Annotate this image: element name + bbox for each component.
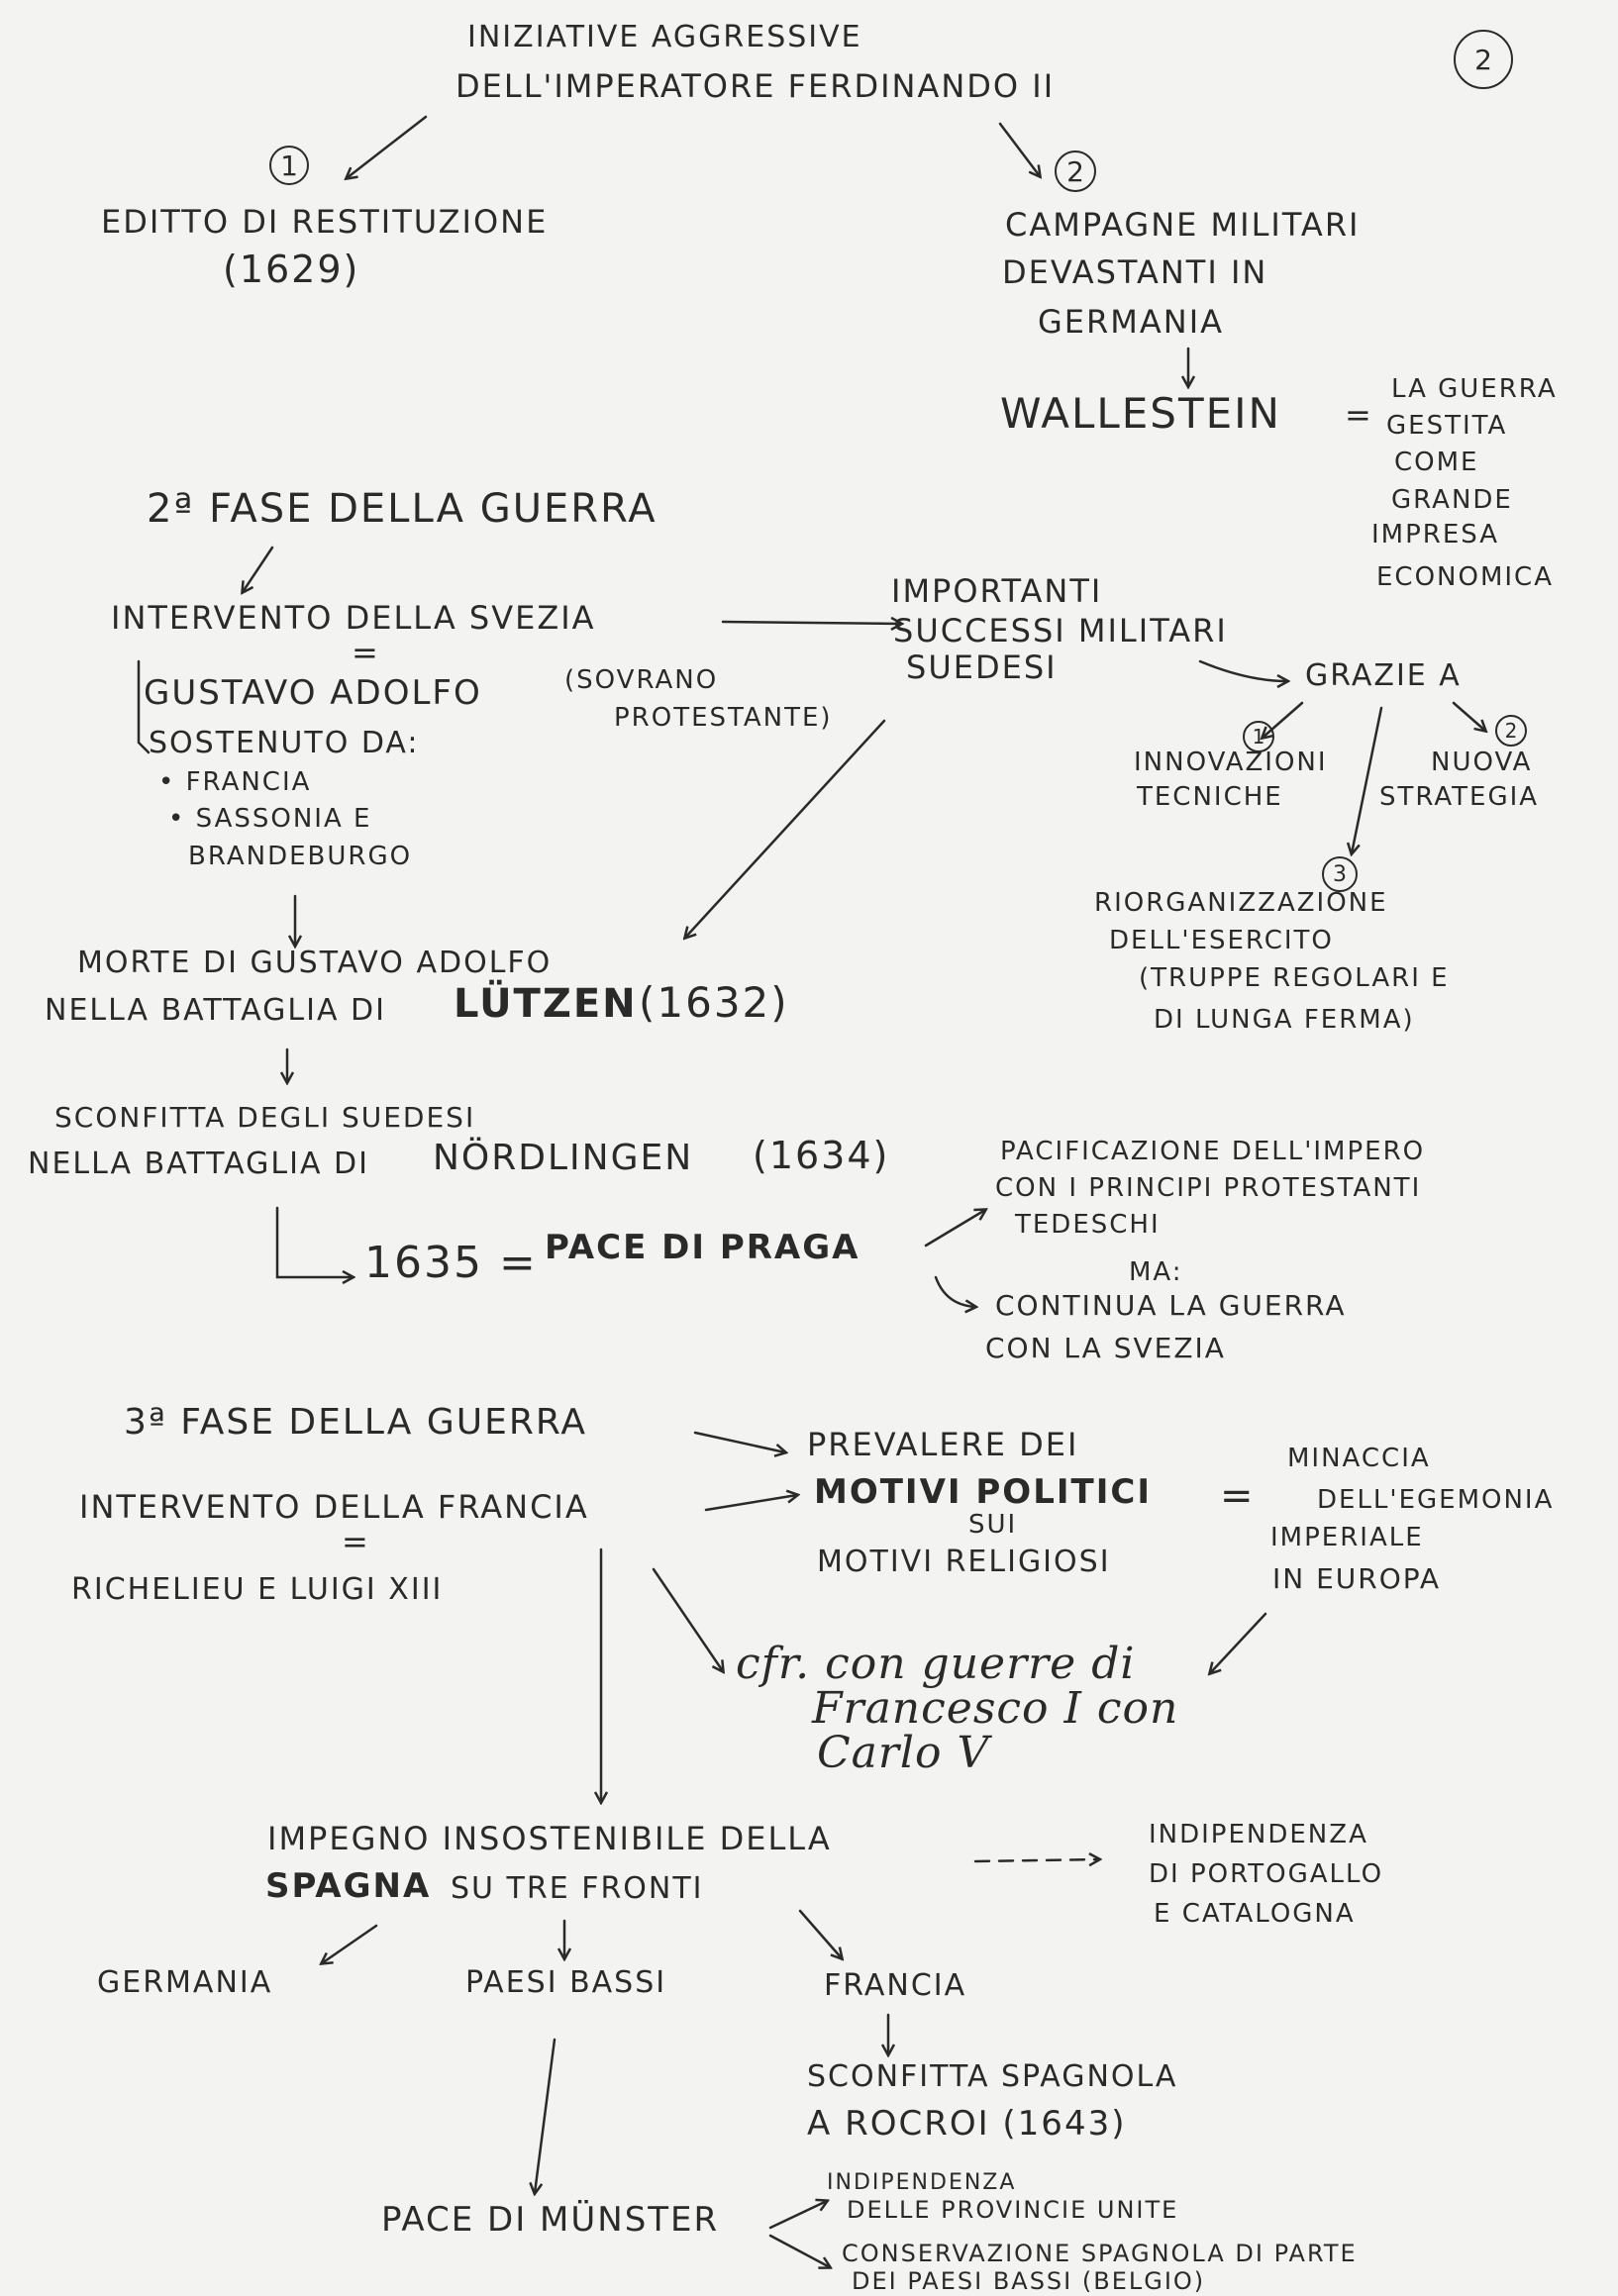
pace-praga: PACE DI PRAGA	[545, 1228, 860, 1267]
arrow-grazie-to-strat	[1454, 703, 1485, 731]
minaccia-line-2: DELL'EGEMONIA	[1317, 1485, 1555, 1515]
wallestein-desc-4: GRANDE	[1391, 485, 1513, 515]
phase2-title: 2ª FASE DELLA GUERRA	[147, 486, 657, 532]
arrow-header-to-editto	[347, 117, 426, 178]
campagne-line-1: CAMPAGNE MILITARI	[1005, 206, 1361, 244]
paesi-label: PAESI BASSI	[465, 1965, 667, 2000]
lutzen-prefix: NELLA BATTAGLIA DI	[45, 993, 386, 1028]
arrow-francia-to-motivi	[706, 1495, 797, 1510]
arrow-paesi-to-munster	[535, 2040, 555, 2193]
gustavo-label: GUSTAVO ADOLFO	[144, 673, 482, 713]
editto-year: (1629)	[223, 248, 360, 291]
sconfitta-label: SCONFITTA DEGLI SUEDESI	[54, 1101, 476, 1134]
indip-line-3: E CATALOGNA	[1154, 1899, 1356, 1929]
munster-out-3: CONSERVAZIONE SPAGNOLA DI PARTE	[842, 2240, 1358, 2267]
pacif-line-3: TEDESCHI	[1015, 1210, 1161, 1240]
francia-intervento: INTERVENTO DELLA FRANCIA	[79, 1488, 589, 1526]
cfr-line-2: Francesco I con	[812, 1683, 1179, 1734]
page-number: 2	[1474, 43, 1492, 76]
munster-out-2: DELLE PROVINCIE UNITE	[847, 2196, 1179, 2224]
motivi-politici: MOTIVI POLITICI	[814, 1472, 1152, 1512]
arrow-phase3-to-prevalere	[695, 1433, 785, 1452]
arrow-minaccia-to-cfr	[1210, 1614, 1265, 1673]
strategia-line-2: STRATEGIA	[1379, 782, 1540, 812]
number-c3: 3	[1333, 861, 1347, 887]
sostenuto-label: SOSTENUTO DA:	[149, 726, 420, 760]
ally-3: BRANDEBURGO	[188, 842, 413, 871]
number-c3-badge	[1322, 856, 1358, 892]
arrow-impegno-to-indip	[975, 1859, 1099, 1861]
innovazioni-line-1: INNOVAZIONI	[1134, 748, 1328, 777]
minaccia-line-3: IMPERIALE	[1270, 1523, 1424, 1552]
riorg-line-3: (TRUPPE REGOLARI E	[1139, 963, 1450, 993]
arrow-munster-to-conserv	[770, 2236, 830, 2267]
arrow-svezia-to-successi	[723, 622, 901, 624]
riorg-line-1: RIORGANIZZAZIONE	[1094, 888, 1388, 918]
header-line-1: INIZIATIVE AGGRESSIVE	[467, 20, 862, 54]
arrow-pace-to-continua	[936, 1277, 975, 1307]
wallestein-desc-2: GESTITA	[1386, 411, 1508, 441]
ally-2: • SASSONIA E	[168, 804, 372, 834]
minaccia-line-4: IN EUROPA	[1272, 1562, 1442, 1595]
wallestein-desc-5: IMPRESA	[1371, 520, 1500, 549]
arrow-sconfitta-to-pace	[277, 1208, 353, 1277]
lutzen-year: (1632)	[639, 978, 789, 1027]
continua-line-1: CONTINUA LA GUERRA	[995, 1289, 1347, 1322]
cfr-line-1: cfr. con guerre di	[736, 1639, 1136, 1689]
arrow-successi-to-morte	[685, 721, 884, 938]
lutzen-name: LÜTZEN	[454, 981, 638, 1027]
number-c1: 1	[1252, 725, 1265, 749]
munster-out-1: INDIPENDENZA	[827, 2170, 1017, 2195]
sovrano-line-1: (SOVRANO	[564, 665, 719, 695]
pace-year: 1635 =	[364, 1238, 538, 1288]
arrow-francia-to-cfr	[654, 1569, 723, 1671]
number-c2-badge	[1495, 715, 1527, 747]
continua-line-2: CON LA SVEZIA	[985, 1332, 1226, 1364]
strategia-line-1: NUOVA	[1431, 748, 1533, 777]
arrow-spagna-to-germania	[322, 1926, 376, 1963]
sovrano-line-2: PROTESTANTE)	[614, 703, 833, 733]
arrow-phase2-to-svezia	[243, 548, 272, 592]
pacif-line-1: PACIFICAZIONE DELL'IMPERO	[1000, 1137, 1426, 1166]
svezia-label: INTERVENTO DELLA SVEZIA	[111, 599, 596, 637]
fronti-label: SU TRE FRONTI	[451, 1871, 704, 1906]
campagne-line-3: GERMANIA	[1038, 303, 1225, 341]
wallestein-desc-1: LA GUERRA	[1391, 374, 1558, 404]
riorg-line-4: DI LUNGA FERMA)	[1154, 1005, 1415, 1035]
successi-line-1: IMPORTANTI	[891, 572, 1103, 610]
wallestein-desc-6: ECONOMICA	[1376, 562, 1555, 592]
francia-label: FRANCIA	[824, 1968, 967, 2003]
munster-label: PACE DI MÜNSTER	[381, 2200, 720, 2240]
grazie-label: GRAZIE A	[1305, 658, 1462, 693]
cfr-line-3: Carlo V	[817, 1728, 990, 1778]
morte-label: MORTE DI GUSTAVO ADOLFO	[77, 946, 553, 980]
pacif-line-2: CON I PRINCIPI PROTESTANTI	[995, 1173, 1422, 1203]
header-line-2: DELL'IMPERATORE FERDINANDO II	[455, 67, 1056, 105]
svezia-equals: =	[352, 634, 380, 671]
indip-line-1: INDIPENDENZA	[1149, 1820, 1368, 1849]
indip-line-2: DI PORTOGALLO	[1149, 1859, 1384, 1889]
wallestein-label: WALLESTEIN	[1000, 389, 1281, 438]
nord-name: NÖRDLINGEN	[433, 1138, 694, 1178]
religiosi-label: MOTIVI RELIGIOSI	[817, 1545, 1111, 1579]
rocroi-line-1: SCONFITTA SPAGNOLA	[807, 2059, 1178, 2094]
ma-label: MA:	[1129, 1257, 1183, 1287]
germania-label: GERMANIA	[97, 1965, 273, 2000]
rocroi-line-2: A ROCROI (1643)	[807, 2104, 1127, 2144]
wallestein-desc-3: COME	[1394, 448, 1479, 477]
campagne-line-2: DEVASTANTI IN	[1002, 253, 1268, 291]
number-c2: 2	[1504, 719, 1518, 743]
motivi-equals: =	[1220, 1473, 1256, 1519]
nord-prefix: NELLA BATTAGLIA DI	[28, 1147, 369, 1181]
arrow-munster-to-indip	[770, 2201, 827, 2228]
minaccia-line-1: MINACCIA	[1287, 1444, 1431, 1473]
arrow-grazie-to-riorg	[1352, 708, 1381, 853]
arrow-header-to-campagne	[1000, 124, 1040, 176]
impegno-label: IMPEGNO INSOSTENIBILE DELLA	[267, 1820, 832, 1857]
ally-1: • FRANCIA	[158, 767, 312, 797]
riorg-line-2: DELL'ESERCITO	[1109, 926, 1334, 955]
spagna-label: SPAGNA	[265, 1866, 432, 1906]
number-2-badge	[1055, 150, 1096, 192]
successi-line-3: SUEDESI	[906, 649, 1058, 686]
page-number-badge	[1454, 30, 1513, 89]
number-1-badge	[269, 146, 309, 185]
wallestein-equals: =	[1345, 396, 1373, 434]
arrow-spagna-to-francia	[800, 1911, 842, 1958]
richelieu-label: RICHELIEU E LUIGI XIII	[71, 1572, 444, 1607]
arrow-pace-to-pacif	[926, 1210, 985, 1246]
sui-label: SUI	[968, 1510, 1018, 1540]
arrow-successi-to-grazie	[1200, 661, 1287, 681]
munster-out-4: DEI PAESI BASSI (BELGIO)	[852, 2267, 1206, 2295]
number-2: 2	[1066, 154, 1084, 188]
prevalere-label: PREVALERE DEI	[807, 1426, 1079, 1463]
nord-year: (1634)	[753, 1134, 890, 1177]
phase3-title: 3ª FASE DELLA GUERRA	[124, 1402, 588, 1443]
editto-label: EDITTO DI RESTITUZIONE	[101, 203, 549, 241]
francia-equals: =	[342, 1523, 370, 1560]
number-1: 1	[280, 149, 298, 182]
innovazioni-line-2: TECNICHE	[1137, 782, 1283, 812]
successi-line-2: SUCCESSI MILITARI	[893, 612, 1228, 649]
